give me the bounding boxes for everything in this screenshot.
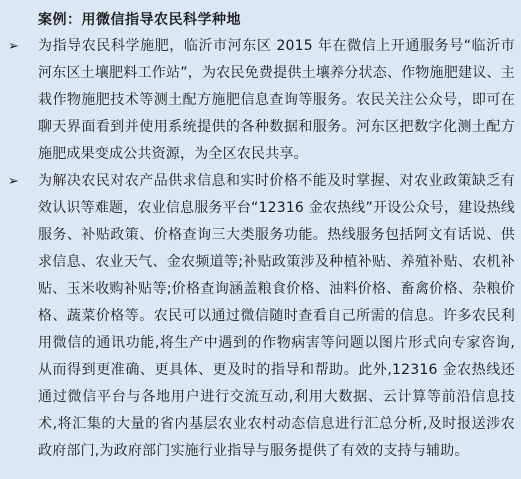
arrow-bullet-icon: ➢ [8,174,19,189]
case-item-text: 为解决农民对农产品供求信息和实时价格不能及时掌握、对农业政策缺乏有效认识等难题，农业信息服务平台“12316 金农热线”开设公众号，建设热线服务、补贴政策、价格查询三大类服务功能。热线服务包括阿文有话说、供求信息、农业天气、金农频道等;补贴政策涉及种植补贴、养殖补贴、农机补贴、玉米收购补贴等;价格查询涵盖粮食价格、油料价格、畜禽价格、杂粮价格、蔬菜价格等。农民可以通过微信随时查看自己所需的信息。许多农民利用微信的通讯功能,将生产中遇到的作物病害等问题以图片形式向专家咨询,从而得到更准确、更具体、更及时的指导和帮助。此外,12316 金农热线还通过微信平台与各地用户进行交流互动,利用大数据、云计算等前沿信息技术,将汇集的大量的省内基层农业农村动态信息进行汇总分析,及时报送涉农政府部门,为政府部门实施行业指导与服务提供了有效的支持与辅助。 [38,173,515,459]
case-item-2 [8,168,515,465]
arrow-bullet-icon: ➢ [8,39,19,54]
case-item-1 [8,33,515,168]
case-title: 案例：用微信指导农民科学种地 [38,12,241,28]
case-item-text: 为指导农民科学施肥，临沂市河东区 2015 年在微信上开通服务号“临沂市河东区土壤肥料工作站”，为农民免费提供土壤养分状态、作物施肥建议、主栽作物施肥技术等测土配方施肥信息查询等服务。农民关注公众号，即可在聊天界面看到并使用系统提供的各种数据和服务。河东区把数字化测土配方施肥成果变成公共资源，为全区农民共享。 [38,38,515,162]
